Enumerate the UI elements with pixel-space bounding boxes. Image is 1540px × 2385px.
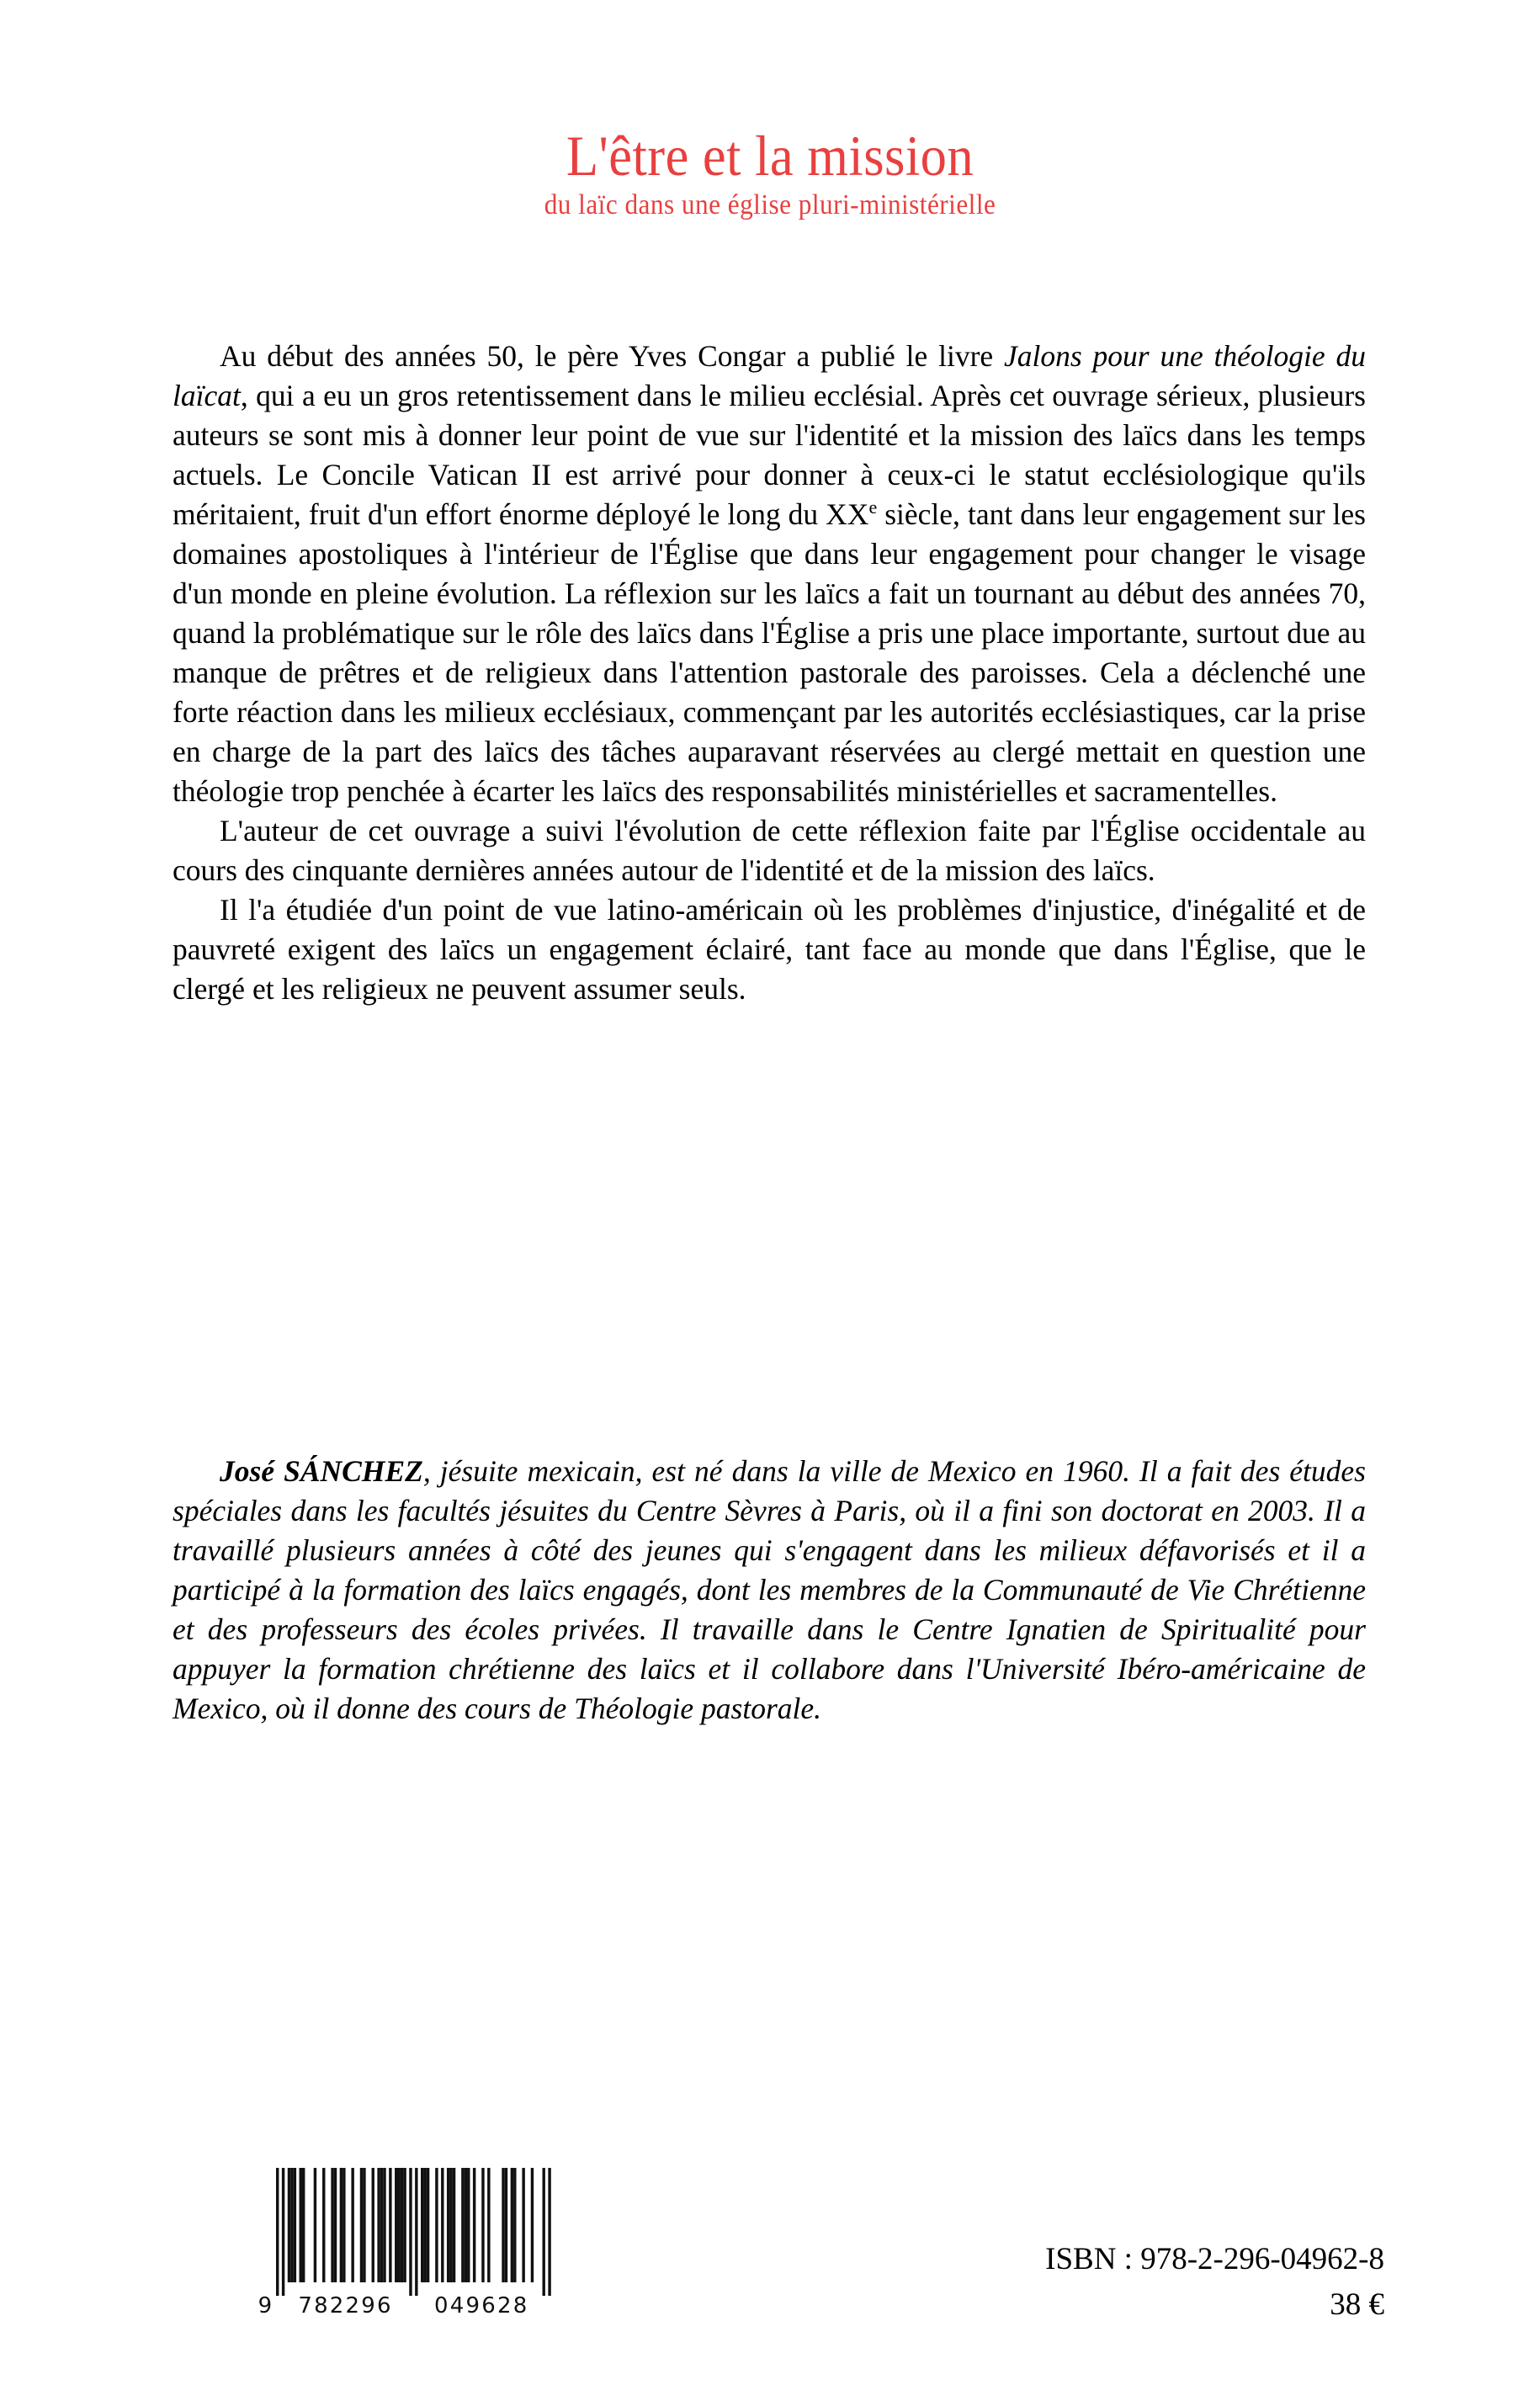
author-bio-body: , jésuite mexicain, est né dans la ville de Mexico en 1960. Il a fait des études spéciales dans les facultés jésuites du Centre Sèvres à Paris, où il a fini son doctorat en 2003. Il a travaillé plusieurs années à côté des jeunes qui s'engagent dans les milieux défavorisés et il a participé à la formation des laïcs engagés, dont les membres de la Communauté de Vie Chrétienne et des professeurs des écoles privées. Il travaille dans le Centre Ignatien de Spiritualité pour appuyer la formation chrétienne des laïcs et il collabore dans l'Université Ibéro-américaine de Mexico, où il donne des cours de Théologie pastorale. xyxy=(173,1454,1366,1725)
blurb-p1-book-title: Jalons pour une théologie du laïcat xyxy=(173,339,1366,412)
ean13-barcode xyxy=(252,2161,623,2329)
author-bio xyxy=(173,1452,1366,1729)
blurb-paragraph-1 xyxy=(173,337,1366,811)
blurb-p1-part-c: siècle, tant dans leur engagement sur les domaines apostoliques à l'intérieur de l'Église que dans leur engagement pour changer le visage d'un monde en pleine évolution. La réflexion sur les laïcs a fait un tournant au début des années 70, quand la problématique sur le rôle des laïcs dans l'Église a pris une place importante, surtout due au manque de prêtres et de religieux dans l'attention pastorale des paroisses. Cela a déclenché une forte réaction dans les milieux ecclésiaux, commençant par les autorités ecclésiastiques, car la prise en charge de la part des laïcs des tâches auparavant réservées au clergé mettait en question une théologie trop penchée à écarter les laïcs des responsabilités ministérielles et sacramentelles. xyxy=(173,497,1366,808)
title-line-1: L'être et la mission xyxy=(566,124,974,188)
blurb-paragraph-3: Il l'a étudiée d'un point de vue latino-américain où les problèmes d'injustice, d'inégalité et de pauvreté exigent des laïcs un engagement éclairé, tant face au monde que dans l'Église, que le clergé et les religieux ne peuvent assumer seuls. xyxy=(173,893,1366,1006)
blurb-paragraph-2: L'auteur de cet ouvrage a suivi l'évolution de cette réflexion faite par l'Église occidentale au cours des cinquante dernières années autour de l'identité et de la mission des laïcs. xyxy=(173,814,1366,887)
footer-area xyxy=(0,2138,1540,2385)
blurb-text xyxy=(173,337,1366,1009)
isbn-text: ISBN : 978-2-296-04962-8 xyxy=(1045,2242,1384,2276)
barcode-svg xyxy=(252,2161,623,2329)
svg-text:9: 9 xyxy=(258,2293,274,2319)
blurb-p1-superscript-e: e xyxy=(868,497,878,518)
svg-text:782296: 782296 xyxy=(298,2293,393,2319)
isbn-price-block xyxy=(1045,2237,1384,2328)
blurb-p1-part-b: , qui a eu un gros retentissement dans le milieu ecclésial. Après cet ouvrage sérieux, plusieurs auteurs se sont mis à donner leur point de vue sur l'identité et la mission des laïcs dans les temps actuels. Le Concile Vatican II est arrivé pour donner à ceux-ci le statut ecclésiologique qu'ils méritaient, fruit d'un effort énorme déployé le long du XX xyxy=(173,379,1366,531)
svg-text:049628: 049628 xyxy=(434,2293,529,2319)
price-text: 38 € xyxy=(1330,2287,1384,2322)
author-name: José SÁNCHEZ xyxy=(220,1454,423,1488)
title-line-2: du laïc dans une église pluri-ministérielle xyxy=(544,189,996,221)
book-title xyxy=(0,126,1540,220)
author-bio-paragraph xyxy=(173,1452,1366,1729)
blurb-p1-part-a: Au début des années 50, le père Yves Congar a publié le livre xyxy=(220,339,1004,373)
